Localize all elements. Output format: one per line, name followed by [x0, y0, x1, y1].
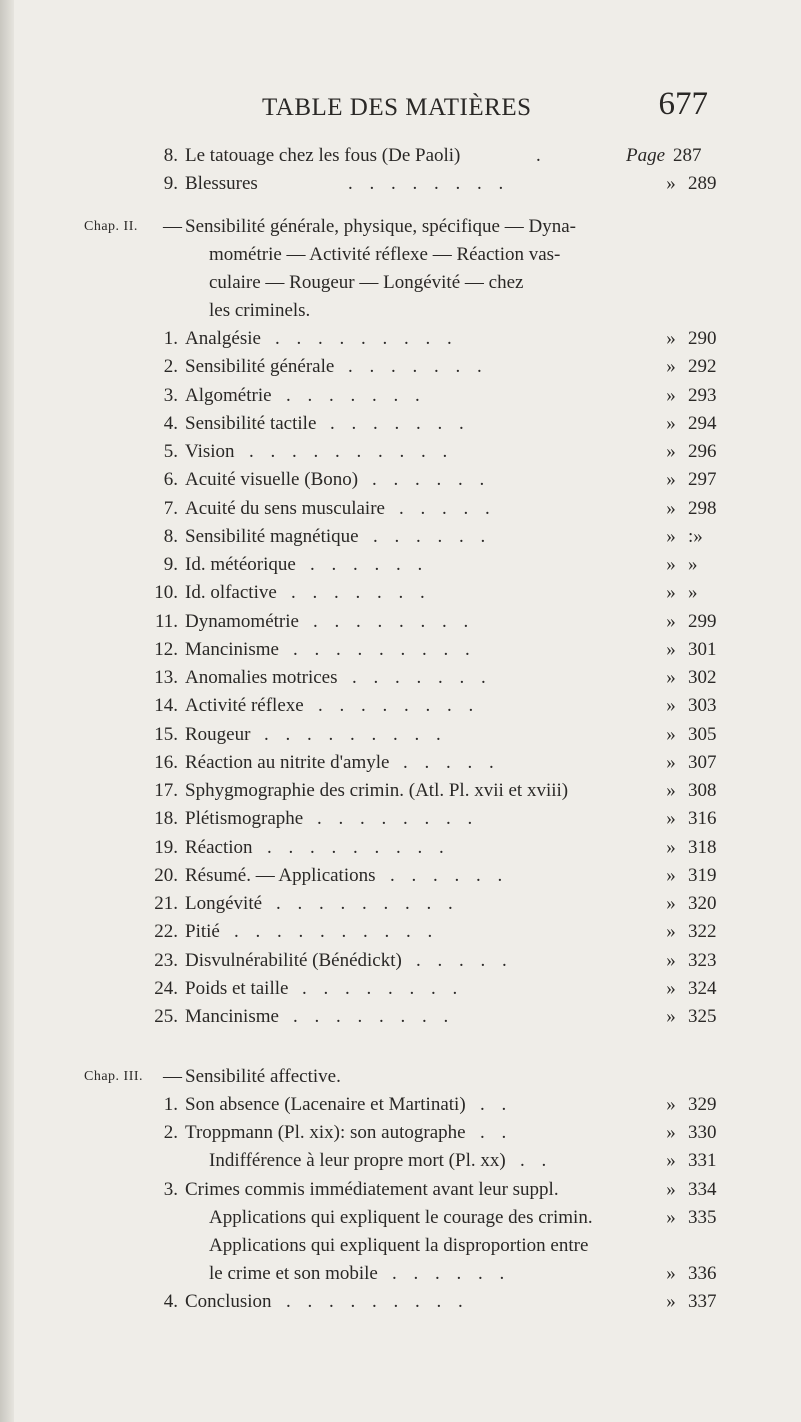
entry-mark: » — [666, 356, 676, 378]
entry-num: 10. — [154, 582, 178, 604]
entry-mark: » — [666, 1006, 676, 1027]
entry-mark: » — [666, 1150, 676, 1172]
entry-text: le crime et son mobile — [209, 1263, 378, 1285]
entry-text: Applications qui expliquent la disproportion entre — [209, 1235, 589, 1256]
entry-dots: . . . . . . . — [286, 384, 426, 406]
entry-text: Applications qui expliquent le courage des crimin. — [209, 1206, 593, 1228]
toc-entry — [0, 636, 801, 664]
entry-num: 25. — [154, 1006, 178, 1027]
toc-entry — [0, 438, 801, 466]
entry-dots: . . . . . . — [390, 864, 509, 886]
entry-dots: . . . . . . . . . — [267, 836, 450, 858]
entry-num: 20. — [154, 864, 178, 886]
entry-mark: » — [666, 780, 676, 801]
entry-text: Rougeur — [185, 723, 251, 745]
entry-dots: . . . . . . . . — [293, 1006, 455, 1027]
entry-text: Crimes commis immédiatement avant leur suppl. — [185, 1178, 559, 1200]
entry-num: 9. — [163, 554, 178, 575]
toc-entry — [0, 608, 801, 636]
entry-page: 323 — [688, 949, 717, 971]
entry-num: 3. — [163, 1178, 178, 1200]
entry-page: 307 — [688, 751, 717, 773]
entry-num: 22. — [154, 921, 178, 943]
entry-text: Analgésie — [185, 328, 261, 349]
entry-text: Réaction au nitrite d'amyle — [185, 751, 390, 773]
toc-entry — [0, 1260, 801, 1288]
entry-mark: » — [666, 469, 676, 491]
entry-dots: . . . . . . . . . — [264, 723, 447, 745]
entry-num: 14. — [154, 695, 178, 717]
entry-page: 299 — [688, 610, 717, 632]
toc-entry — [0, 1204, 801, 1232]
toc-entry — [0, 410, 801, 438]
entry-num: 16. — [154, 751, 178, 773]
entry-dots: . . . . . . — [373, 525, 492, 547]
entry-dots: . . . . . . . . — [302, 977, 464, 999]
toc-entry — [0, 382, 801, 410]
entry-dots: . . . . . . . — [330, 412, 470, 434]
toc-entry — [0, 1003, 801, 1031]
entry-text: Conclusion — [185, 1291, 272, 1313]
entry-text: Plétismographe — [185, 808, 304, 830]
entry-num: 5. — [163, 441, 178, 462]
toc-entry — [0, 834, 801, 862]
entry-page: 337 — [688, 1291, 717, 1313]
entry-mark: » — [666, 610, 676, 632]
entry-text: Indifférence à leur propre mort (Pl. xx) — [209, 1150, 506, 1172]
toc-entry — [0, 495, 801, 523]
entry-page: 298 — [688, 497, 717, 519]
entry-page: 293 — [688, 384, 717, 406]
entry-mark: » — [666, 1263, 676, 1285]
entry-num: 19. — [154, 836, 178, 858]
toc-entry — [0, 1232, 801, 1260]
entry-dots: . . . . . . . — [291, 582, 431, 604]
entry-page: 325 — [688, 1006, 717, 1027]
entry-page: 305 — [688, 723, 717, 745]
entry-text: Troppmann (Pl. xix): son autographe — [185, 1122, 466, 1144]
toc-entry — [0, 805, 801, 833]
entry-num: 4. — [163, 412, 178, 434]
entry-page: 319 — [688, 864, 717, 886]
entry-num: 8. — [163, 525, 178, 547]
entry-dots: . . . . . — [399, 497, 496, 519]
entry-mark: » — [666, 1206, 676, 1228]
toc-entry — [0, 721, 801, 749]
entry-mark: » — [666, 412, 676, 434]
entry-num: 11. — [154, 610, 178, 632]
entry-page: 334 — [688, 1178, 717, 1200]
entry-page: 308 — [688, 780, 717, 801]
entry-dots: . . . . . . . . . — [275, 328, 458, 349]
entry-page: » — [688, 554, 698, 575]
entry-text: Acuité visuelle (Bono) — [185, 469, 359, 491]
entry-text: Dynamométrie — [185, 610, 299, 632]
entry-page: 320 — [688, 893, 717, 914]
toc-entry — [0, 1288, 801, 1316]
entry-num: 21. — [154, 893, 178, 914]
toc-entry — [0, 523, 801, 551]
toc-entry — [0, 325, 801, 353]
entry-text: Mancinisme — [185, 638, 279, 660]
entry-dots: . . . . . . — [392, 1263, 511, 1285]
entry-mark: » — [666, 525, 676, 547]
entry-dots: . . . . . . . . . — [276, 893, 459, 914]
entry-page: 322 — [688, 921, 717, 943]
toc-entry — [0, 890, 801, 918]
entry-page: :» — [688, 525, 703, 547]
entry-text: Acuité du sens musculaire — [185, 497, 385, 519]
entry-page: 301 — [688, 638, 717, 660]
entry-dots: . . . . . . . . . . — [234, 921, 439, 943]
entry-text: Résumé. — Applications — [185, 864, 376, 886]
entry-dots: . . . . . . . . . — [286, 1291, 469, 1313]
entry-num: 18. — [154, 808, 178, 830]
entry-page: 297 — [688, 469, 717, 491]
toc-entry — [0, 918, 801, 946]
entry-num: 12. — [154, 638, 178, 660]
toc-entry — [0, 1119, 801, 1147]
toc-entry — [0, 862, 801, 890]
entry-text: Id. météorique — [185, 554, 296, 575]
entry-mark: » — [666, 328, 676, 349]
entry-num: 2. — [163, 1122, 178, 1144]
entry-mark: » — [666, 893, 676, 914]
entry-page: 336 — [688, 1263, 717, 1285]
entry-dots: . . — [520, 1150, 553, 1172]
entry-mark: » — [666, 921, 676, 943]
entry-num: 13. — [154, 667, 178, 688]
entry-mark: » — [666, 808, 676, 830]
entry-page: 290 — [688, 328, 717, 349]
toc-entry — [0, 1147, 801, 1175]
entry-page: 329 — [688, 1094, 717, 1115]
entry-page: 302 — [688, 667, 717, 688]
chapter-heading: Chap. II. — Sensibilité générale, physique, spécifique — Dyna- — [84, 216, 576, 237]
entry-mark: » — [666, 1178, 676, 1200]
entry-text: Sensibilité tactile — [185, 412, 317, 434]
entry-mark: » — [666, 497, 676, 519]
entry-page: 318 — [688, 836, 717, 858]
entry-mark: » — [666, 977, 676, 999]
entry-mark: » — [666, 1122, 676, 1144]
toc-entry — [0, 551, 801, 579]
toc-entry — [0, 1176, 801, 1204]
entry-num: 4. — [163, 1291, 178, 1313]
entry-text: Anomalies motrices — [185, 667, 338, 688]
entry-mark: » — [666, 949, 676, 971]
entry-mark: » — [666, 751, 676, 773]
entry-dots: . . . . . . . . — [318, 695, 480, 717]
entry-dots: . . . . . . — [372, 469, 491, 491]
entry-text: Réaction — [185, 836, 253, 858]
entry-text: Sphygmographie des crimin. (Atl. Pl. xvii et xviii) — [185, 780, 569, 801]
entry-page: » — [688, 582, 698, 604]
toc-entry — [0, 975, 801, 1003]
entry-text: Poids et taille — [185, 977, 289, 999]
chapter-title-line: mométrie — Activité réflexe — Réaction vas- — [209, 244, 561, 265]
entry-text: Pitié — [185, 921, 220, 943]
entry-dots: . . . . . . . . . — [293, 638, 476, 660]
toc-entry — [0, 664, 801, 692]
toc-entry — [0, 692, 801, 720]
entry-mark: » — [666, 441, 676, 462]
entry-text: Vision — [185, 441, 235, 462]
entry-page: 303 — [688, 695, 717, 717]
entry-page: 296 — [688, 441, 717, 462]
entry-mark: » — [666, 384, 676, 406]
entry-num: 6. — [163, 469, 178, 491]
toc-entry: 9. Blessures . . . . . . . . » 289 — [163, 173, 717, 194]
toc-entry: 8. Le tatouage chez les fous (De Paoli) . Page 287 — [163, 145, 702, 166]
page-header — [200, 86, 720, 126]
entry-page: 316 — [688, 808, 717, 830]
toc-entry — [0, 353, 801, 381]
entry-dots: . . . . . . . — [352, 667, 492, 688]
entry-dots: . . . . . . — [310, 554, 429, 575]
entry-num: 17. — [154, 780, 178, 801]
toc-entry — [0, 777, 801, 805]
entry-mark: » — [666, 638, 676, 660]
entry-num: 1. — [163, 1094, 178, 1115]
entry-dots: . . — [480, 1122, 513, 1144]
entry-page: 324 — [688, 977, 717, 999]
entry-text: Mancinisme — [185, 1006, 279, 1027]
entry-mark: » — [666, 864, 676, 886]
entry-mark: » — [666, 667, 676, 688]
entry-text: Sensibilité magnétique — [185, 525, 359, 547]
entry-dots: . . . . . — [416, 949, 513, 971]
entry-mark: » — [666, 723, 676, 745]
entry-page: 330 — [688, 1122, 717, 1144]
entry-dots: . . . . . . . — [348, 356, 488, 378]
toc-entry — [0, 749, 801, 777]
entry-text: Son absence (Lacenaire et Martinati) — [185, 1094, 466, 1115]
entry-num: 23. — [154, 949, 178, 971]
entry-dots: . . . . . — [403, 751, 500, 773]
entry-text: Disvulnérabilité (Bénédickt) — [185, 949, 402, 971]
entry-text: Longévité — [185, 893, 263, 914]
entry-num: 24. — [154, 977, 178, 999]
chapter-title-line: les criminels. — [209, 300, 311, 321]
toc-entry — [0, 579, 801, 607]
entry-mark: » — [666, 1291, 676, 1313]
entry-text: Sensibilité générale — [185, 356, 335, 378]
entry-dots: . . . . . . . . — [313, 610, 475, 632]
entry-num: 3. — [163, 384, 178, 406]
entry-page: 335 — [688, 1206, 717, 1228]
running-title: TABLE DES MATIÈRES — [262, 94, 532, 121]
entry-text: Activité réflexe — [185, 695, 304, 717]
entry-page: 294 — [688, 412, 717, 434]
entry-page: 331 — [688, 1150, 717, 1172]
entry-num: 7. — [163, 497, 178, 519]
entry-num: 1. — [163, 328, 178, 349]
entry-dots: . . — [480, 1094, 513, 1115]
chapter-title-line: culaire — Rougeur — Longévité — chez — [209, 272, 524, 293]
entry-page: 292 — [688, 356, 717, 378]
entry-mark: » — [666, 1094, 676, 1115]
toc-entry — [0, 1091, 801, 1119]
entry-dots: . . . . . . . . — [317, 808, 479, 830]
entry-num: 2. — [163, 356, 178, 378]
entry-text: Algométrie — [185, 384, 272, 406]
entry-mark: » — [666, 582, 676, 604]
toc-entry — [0, 466, 801, 494]
entry-mark: » — [666, 695, 676, 717]
entry-dots: . . . . . . . . . . — [249, 441, 454, 462]
entry-mark: » — [666, 836, 676, 858]
entry-num: 15. — [154, 723, 178, 745]
entry-mark: » — [666, 554, 676, 575]
toc-entry — [0, 947, 801, 975]
page-number: 677 — [658, 86, 708, 122]
chapter-heading: Chap. III. — Sensibilité affective. — [84, 1066, 341, 1087]
entry-text: Id. olfactive — [185, 582, 277, 604]
